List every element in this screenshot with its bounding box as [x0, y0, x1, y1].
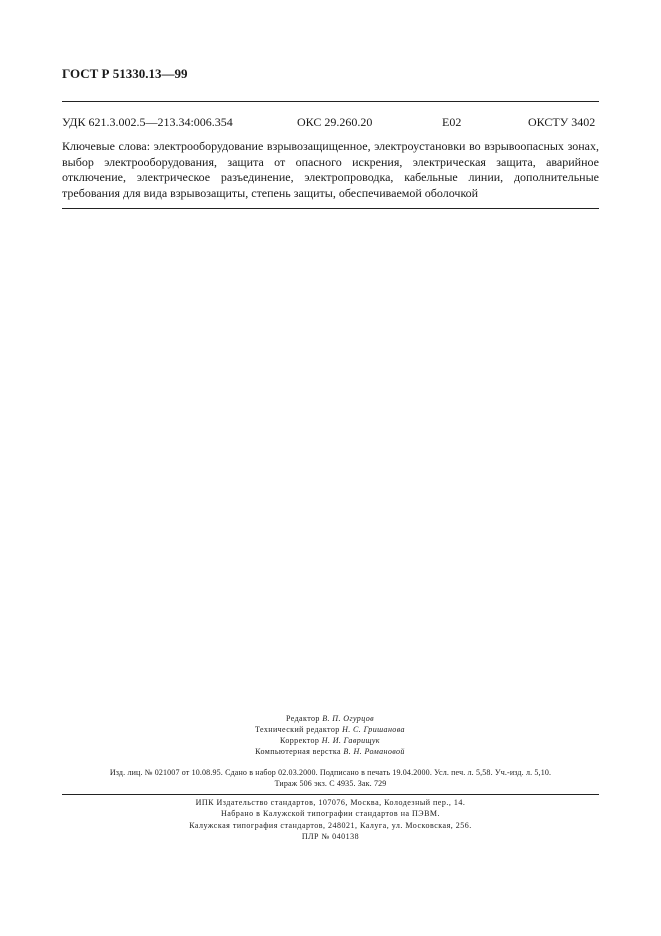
udk-code: УДК 621.3.002.5—213.34:006.354	[62, 115, 233, 129]
print-info	[62, 767, 599, 789]
credit-corrector: Корректор Н. И. Гаврищук	[280, 736, 380, 745]
credits-block	[110, 713, 550, 757]
credit-editor: Редактор В. П. Огурцов	[286, 714, 374, 723]
group-code: Е02	[442, 115, 462, 129]
credit-layout: Компьютерная верстка В. Н. Романовой	[255, 747, 405, 756]
publisher-line: Калужская типография стандартов, 248021, Калуга, ул. Московская, 256.	[189, 820, 472, 830]
publisher-line: ПЛР № 040138	[301, 831, 360, 841]
okstu-code: ОКСТУ 3402	[528, 115, 596, 129]
print-info-line: Изд. лиц. № 021007 от 10.08.95. Сдано в набор 02.03.2000. Подписано в печать 19.04.2000. Усл. печ. л. 5,58. Уч.-изд. л. 5,10.	[109, 768, 552, 777]
publisher-line: Набрано в Калужской типографии стандартов на ПЭВМ.	[220, 809, 441, 819]
publisher-block	[62, 797, 599, 842]
middle-divider	[62, 208, 599, 209]
oks-code: ОКС 29.260.20	[297, 115, 373, 129]
keywords-paragraph: Ключевые слова: электрооборудование взрывозащищенное, электроустановки во взрывоопасных зонах, выбор электрооборудования, защита от опасного искрения, электрическая защита, аварийное отключение, электрическое разъединение, электропроводка, кабельные линии, дополнительные требования для вида взрывозащиты, степень защиты, обеспечиваемой оболочкой	[62, 139, 599, 200]
publisher-line: ИПК Издательство стандартов, 107076, Москва, Колодезный пер., 14.	[195, 798, 466, 807]
top-divider	[62, 101, 599, 102]
print-info-line: Тираж 506 экз. С 4935. Зак. 729	[274, 779, 387, 788]
bottom-divider	[62, 794, 599, 795]
credit-technical-editor: Технический редактор Н. С. Гришанова	[255, 725, 405, 734]
document-code: ГОСТ Р 51330.13—99	[62, 66, 188, 81]
